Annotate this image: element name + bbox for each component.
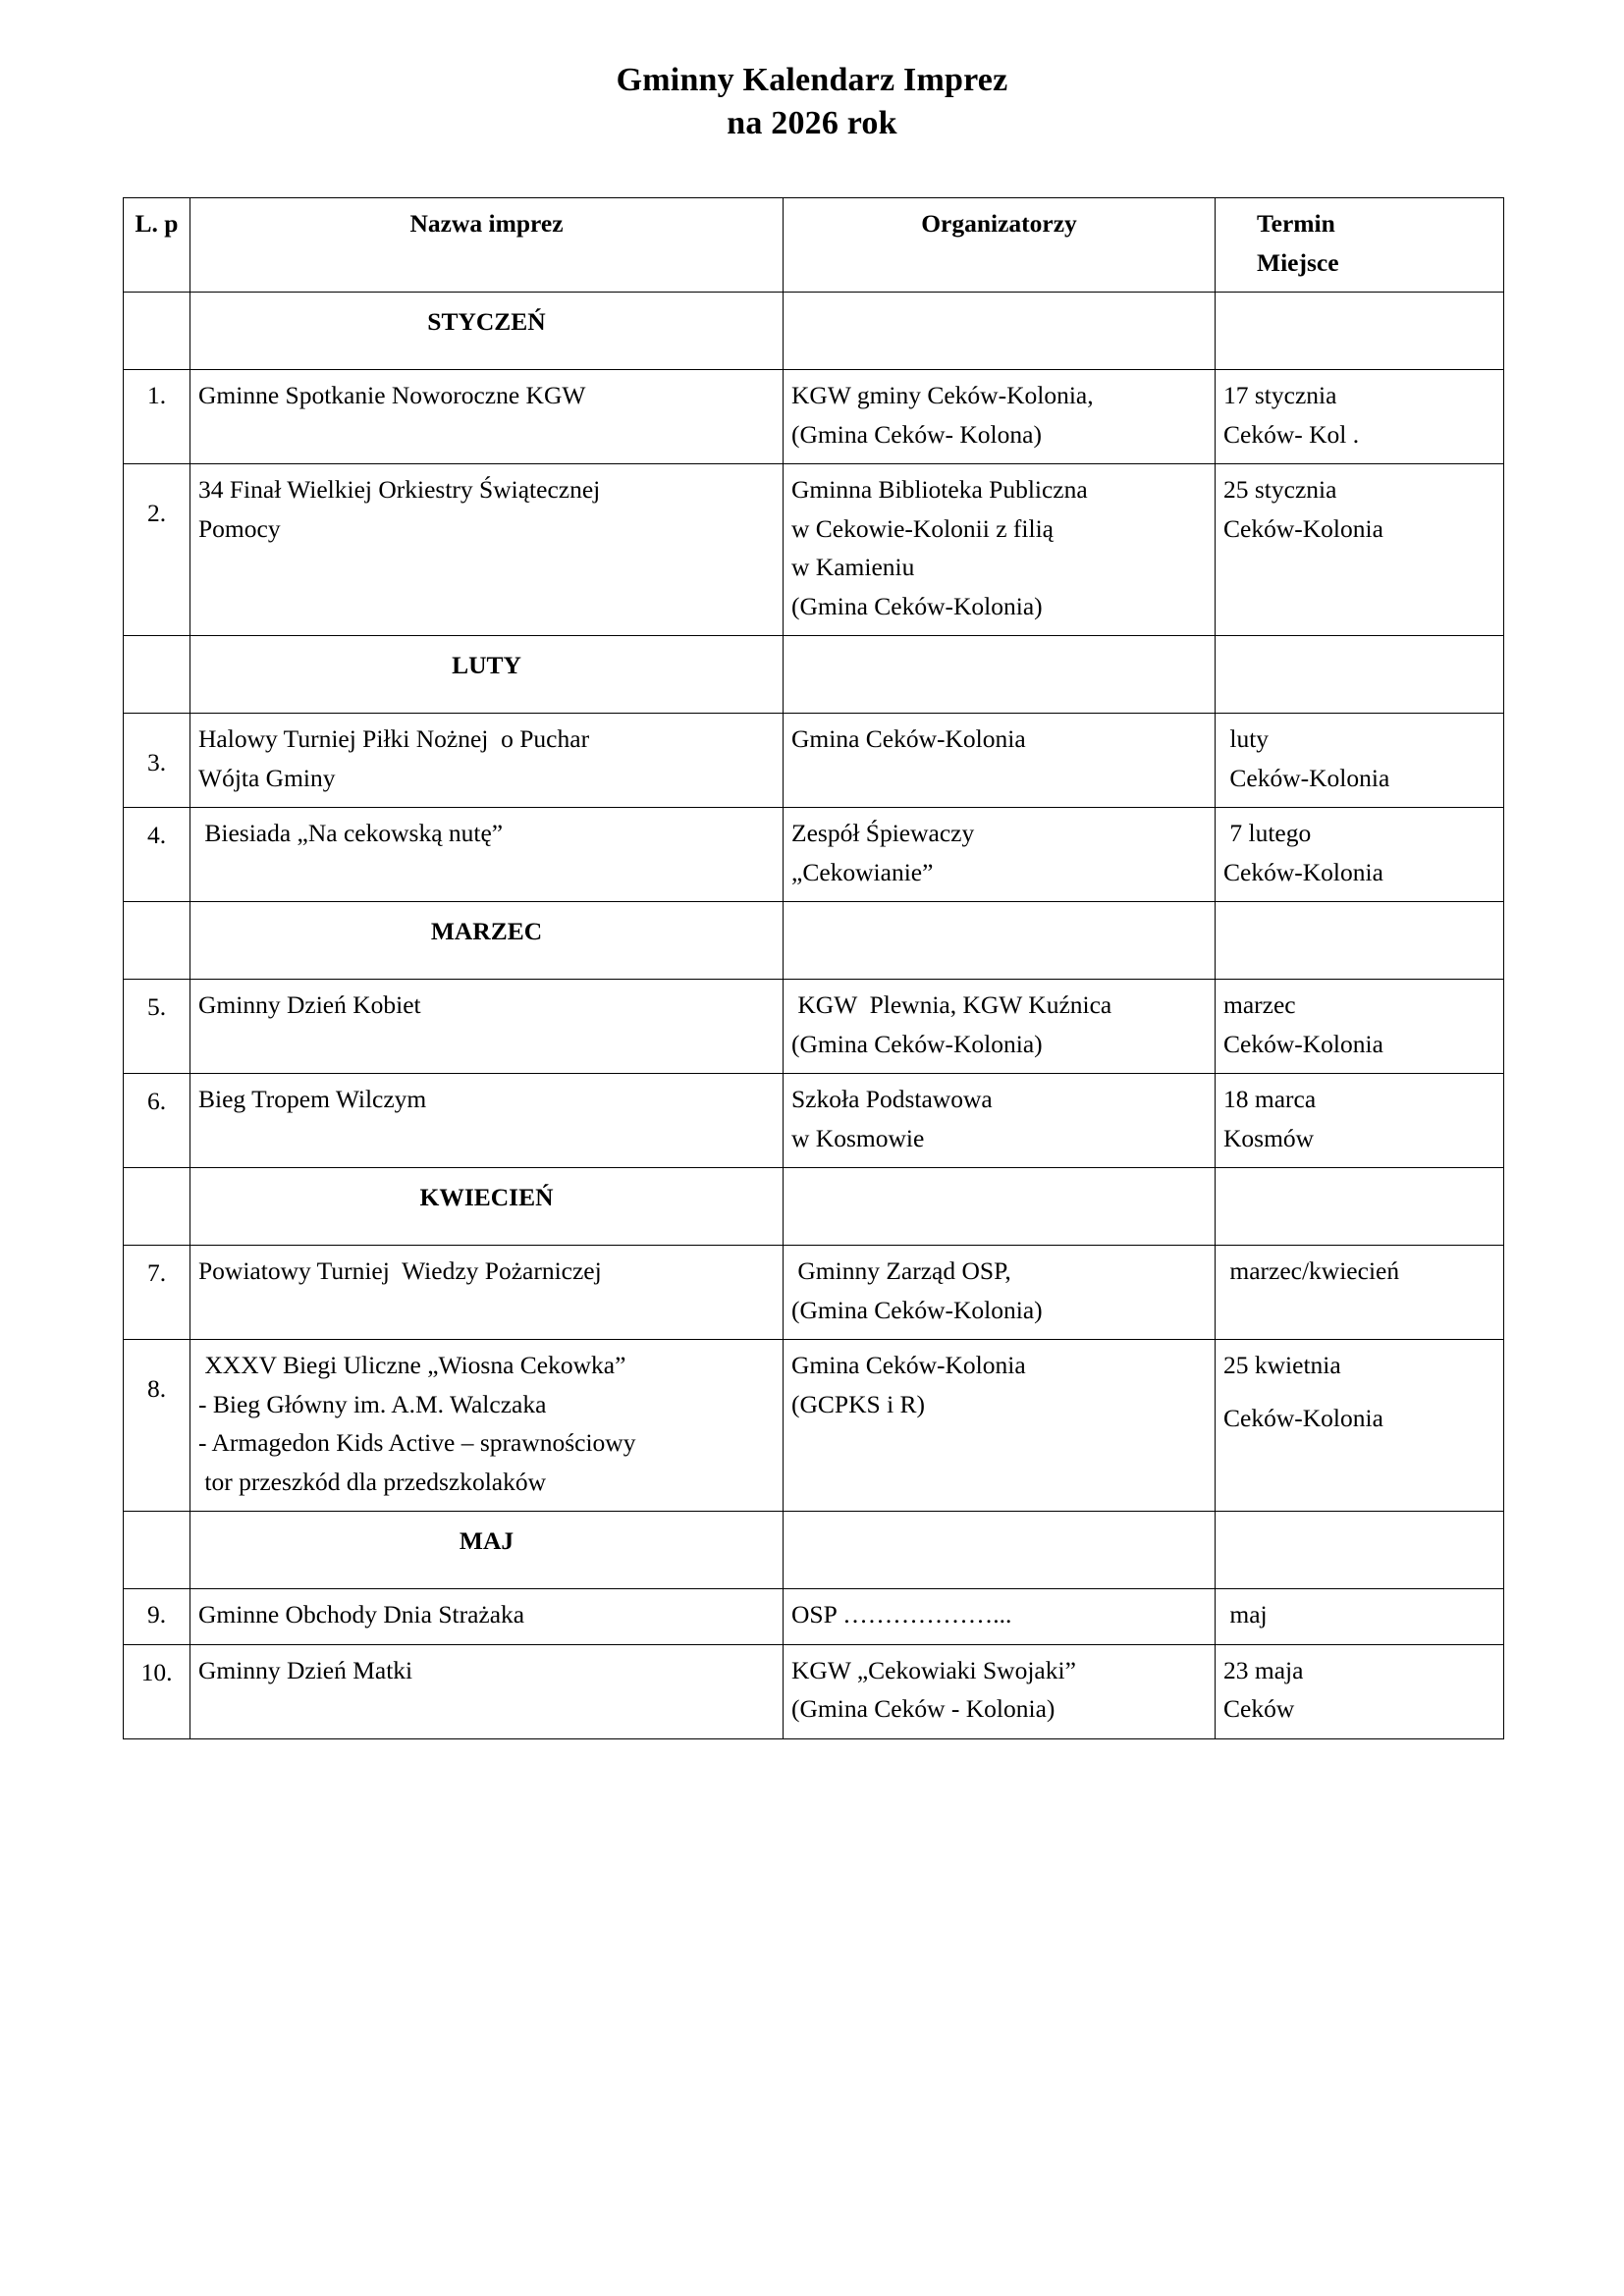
cell-line: marzec xyxy=(1223,990,1296,1020)
month-row-lp-cell xyxy=(124,902,190,980)
cell-line: 7 lutego xyxy=(1223,819,1312,848)
cell-line: Kosmów xyxy=(1223,1123,1315,1152)
cell-line: - Bieg Główny im. A.M. Walczaka xyxy=(198,1389,547,1418)
month-row-term-cell xyxy=(1216,1168,1504,1246)
cell-line: Biesiada „Na cekowską nutę” xyxy=(198,819,504,848)
month-row-organizers-cell xyxy=(784,1512,1216,1589)
month-row-organizers-cell xyxy=(784,1168,1216,1246)
table-row xyxy=(124,370,1504,464)
event-name-cell xyxy=(190,1074,784,1168)
cell-line: Gminne Obchody Dnia Strażaka xyxy=(198,1600,525,1629)
cell-line: w Cekowie-Kolonii z filią xyxy=(791,513,1054,543)
term-place-cell xyxy=(1216,1246,1504,1340)
term-place-cell xyxy=(1216,1644,1504,1738)
event-name-cell xyxy=(190,1340,784,1512)
month-row-lp-cell xyxy=(124,293,190,370)
table-row xyxy=(124,1074,1504,1168)
month-header-row xyxy=(124,293,1504,370)
organizers-cell xyxy=(784,808,1216,902)
cell-line: (Gmina Ceków-Kolonia) xyxy=(791,591,1043,620)
row-number-cell: 3. xyxy=(124,714,190,808)
cell-line: Szkoła Podstawowa xyxy=(791,1085,993,1114)
cell-line: Gminne Spotkanie Noworoczne KGW xyxy=(198,381,586,410)
month-header-row xyxy=(124,1512,1504,1589)
cell-line: Bieg Tropem Wilczym xyxy=(198,1085,427,1114)
title-line-2: na 2026 rok xyxy=(727,104,897,141)
cell-line: Pomocy xyxy=(198,513,281,543)
cell-line: Powiatowy Turniej Wiedzy Pożarniczej xyxy=(198,1256,602,1286)
month-header-row xyxy=(124,902,1504,980)
cell-line: (Gmina Ceków-Kolonia) xyxy=(791,1029,1043,1058)
event-name-cell xyxy=(190,1644,784,1738)
term-place-cell xyxy=(1216,1074,1504,1168)
event-name-cell xyxy=(190,808,784,902)
cell-line: Ceków-Kolonia xyxy=(1223,513,1383,543)
organizers-cell xyxy=(784,1246,1216,1340)
cell-line: luty xyxy=(1223,724,1270,754)
month-row-lp-cell xyxy=(124,1168,190,1246)
event-name-cell xyxy=(190,464,784,636)
cell-line: 18 marca xyxy=(1223,1085,1317,1114)
month-row-lp-cell xyxy=(124,1512,190,1589)
row-number-cell: 8. xyxy=(124,1340,190,1512)
cell-line: 23 maja xyxy=(1223,1655,1304,1684)
term-place-cell xyxy=(1216,370,1504,464)
events-calendar-table xyxy=(123,197,1504,1739)
cell-line: Ceków-Kolonia xyxy=(1223,857,1383,886)
cell-line: 34 Finał Wielkiej Orkiestry Świątecznej xyxy=(198,475,601,505)
month-row-term-cell xyxy=(1216,1512,1504,1589)
cell-line: Gminna Biblioteka Publiczna xyxy=(791,475,1088,505)
table-row xyxy=(124,1589,1504,1645)
month-row-organizers-cell xyxy=(784,902,1216,980)
table-row xyxy=(124,714,1504,808)
row-number-cell: 7. xyxy=(124,1246,190,1340)
month-name-cell: LUTY xyxy=(190,636,784,714)
column-header-place: Miejsce xyxy=(1257,247,1339,277)
cell-line: KGW „Cekowiaki Swojaki” xyxy=(791,1655,1076,1684)
cell-line: Gminny Dzień Matki xyxy=(198,1655,413,1684)
table-row xyxy=(124,464,1504,636)
event-name-cell xyxy=(190,370,784,464)
month-row-term-cell xyxy=(1216,902,1504,980)
cell-line: Gmina Ceków-Kolonia xyxy=(791,1351,1026,1380)
cell-line: Ceków xyxy=(1223,1694,1295,1724)
row-number-cell: 4. xyxy=(124,808,190,902)
month-name-cell: MAJ xyxy=(190,1512,784,1589)
table-row xyxy=(124,1340,1504,1512)
table-row xyxy=(124,808,1504,902)
cell-line: 25 stycznia xyxy=(1223,475,1337,505)
cell-line: 25 kwietnia xyxy=(1223,1351,1341,1380)
table-header-row xyxy=(124,198,1504,293)
cell-line: marzec/kwiecień xyxy=(1223,1256,1400,1286)
term-place-cell xyxy=(1216,1340,1504,1512)
cell-line: tor przeszkód dla przedszkolaków xyxy=(198,1467,547,1496)
term-place-cell xyxy=(1216,980,1504,1074)
month-header-row xyxy=(124,1168,1504,1246)
cell-line: Ceków-Kolonia xyxy=(1223,763,1390,792)
event-name-cell xyxy=(190,714,784,808)
row-number-cell: 5. xyxy=(124,980,190,1074)
month-name-cell: MARZEC xyxy=(190,902,784,980)
organizers-cell xyxy=(784,1074,1216,1168)
title-line-1: Gminny Kalendarz Imprez xyxy=(616,62,1008,98)
month-row-term-cell xyxy=(1216,293,1504,370)
row-number-cell: 2. xyxy=(124,464,190,636)
organizers-cell xyxy=(784,714,1216,808)
cell-line: Gminny Dzień Kobiet xyxy=(198,990,421,1020)
organizers-cell xyxy=(784,464,1216,636)
organizers-cell xyxy=(784,370,1216,464)
column-header-term-place xyxy=(1216,198,1504,293)
column-header-lp: L. p xyxy=(124,198,190,293)
cell-line: Halowy Turniej Piłki Nożnej o Puchar xyxy=(198,724,590,754)
term-place-cell xyxy=(1216,808,1504,902)
cell-spacer xyxy=(1223,1385,1495,1399)
cell-line: w Kamieniu xyxy=(791,553,915,582)
organizers-cell xyxy=(784,1340,1216,1512)
table-row xyxy=(124,1644,1504,1738)
cell-line: XXXV Biegi Uliczne „Wiosna Cekowka” xyxy=(198,1351,626,1380)
column-header-organizers: Organizatorzy xyxy=(784,198,1216,293)
row-number-cell: 6. xyxy=(124,1074,190,1168)
term-place-cell xyxy=(1216,714,1504,808)
cell-line: w Kosmowie xyxy=(791,1123,925,1152)
month-header-row xyxy=(124,636,1504,714)
cell-line: Ceków- Kol . xyxy=(1223,419,1360,449)
row-number-cell: 1. xyxy=(124,370,190,464)
cell-line: Gminny Zarząd OSP, xyxy=(791,1256,1011,1286)
cell-line: (Gmina Ceków-Kolonia) xyxy=(791,1295,1043,1324)
month-row-lp-cell xyxy=(124,636,190,714)
column-header-name: Nazwa imprez xyxy=(190,198,784,293)
cell-line: Gmina Ceków-Kolonia xyxy=(791,724,1026,754)
organizers-cell xyxy=(784,1644,1216,1738)
organizers-cell xyxy=(784,1589,1216,1645)
month-row-term-cell xyxy=(1216,636,1504,714)
cell-line: KGW Plewnia, KGW Kuźnica xyxy=(791,990,1112,1020)
row-number-cell: 9. xyxy=(124,1589,190,1645)
month-name-cell: STYCZEŃ xyxy=(190,293,784,370)
organizers-cell xyxy=(784,980,1216,1074)
cell-line: - Armagedon Kids Active – sprawnościowy xyxy=(198,1428,636,1458)
column-header-term: Termin xyxy=(1257,209,1335,239)
month-row-organizers-cell xyxy=(784,636,1216,714)
cell-line: „Cekowianie” xyxy=(791,857,934,886)
cell-line: OSP ………………... xyxy=(791,1600,1012,1629)
cell-line: KGW gminy Ceków-Kolonia, xyxy=(791,381,1094,410)
term-place-cell xyxy=(1216,1589,1504,1645)
cell-line: Ceków-Kolonia xyxy=(1223,1403,1383,1432)
event-name-cell xyxy=(190,1246,784,1340)
event-name-cell xyxy=(190,980,784,1074)
table-row xyxy=(124,1246,1504,1340)
cell-line: maj xyxy=(1223,1600,1268,1629)
cell-line: (Gmina Ceków - Kolonia) xyxy=(791,1694,1056,1724)
cell-line: (Gmina Ceków- Kolona) xyxy=(791,419,1042,449)
cell-line: Ceków-Kolonia xyxy=(1223,1029,1383,1058)
term-place-cell xyxy=(1216,464,1504,636)
month-name-cell: KWIECIEŃ xyxy=(190,1168,784,1246)
table-header xyxy=(124,198,1504,293)
cell-line: Zespół Śpiewaczy xyxy=(791,819,975,848)
cell-line: (GCPKS i R) xyxy=(791,1389,926,1418)
table-row xyxy=(124,980,1504,1074)
page-title xyxy=(123,59,1501,144)
row-number-cell: 10. xyxy=(124,1644,190,1738)
event-name-cell xyxy=(190,1589,784,1645)
cell-line: Wójta Gminy xyxy=(198,763,336,792)
month-row-organizers-cell xyxy=(784,293,1216,370)
table-body xyxy=(124,293,1504,1739)
cell-line: 17 stycznia xyxy=(1223,381,1337,410)
